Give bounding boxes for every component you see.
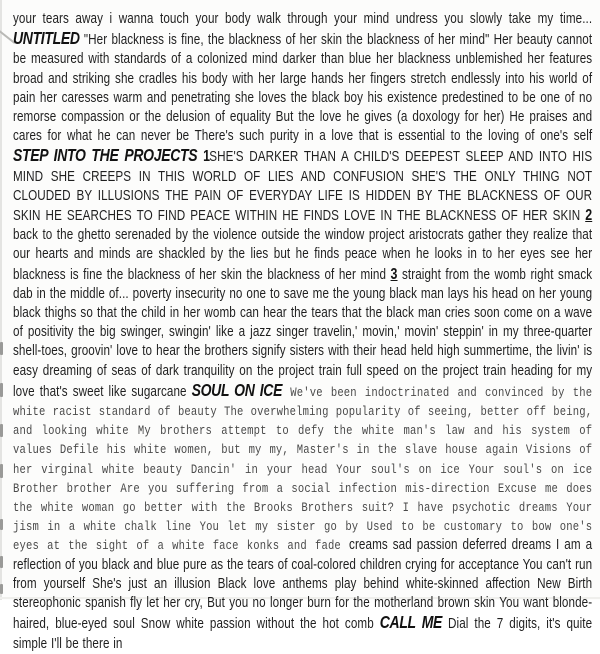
binding-mark bbox=[0, 556, 3, 568]
lyrics-projects-verse-3: straight from the womb right smack dab in the middle of... poverty insecurity no one to save me the young black man lays his head on her young black thighs so that the child in her womb can hear the tears that the black man cries soon come on a wave of positivity the big swinger, swingin' like a jazz singer travelin,' movin,' movin' steppin' in my three-quarter shell-toes, groovin' love to hear the brothers signify sisters with their head held high summertime, the livin' is easy dreaming of seas of dark tranquility on the project train full speed on the project train heading for my love that's sweet like sugarcane bbox=[13, 266, 593, 400]
lyrics-call-me-run: Dial the 7 digits, it's quite simple I'll be there in bbox=[13, 616, 593, 652]
lyrics-soul-on-ice-run: We've been indoctrinated and convinced by the white racist standard of beauty The overwhelming popularity of seeing, better off being, and looking white My brothers attempt to defy the white man's law and his system of values Defile his white women, but my my, Master's in the slave house again Visions of her virginal white beauty Dancin' in your head Your soul's on ice Your soul's on ice Brother brother Are you suffering from a social infection mis-direction Excuse me does the white woman go better with the Brooks Brothers suit? I have psychotic dreams Your jism in a white chalk line You let my sister go by Used to be customary to bow one's eyes at the sight of a white face konks and fade bbox=[13, 384, 593, 554]
verse-number-3: 3 bbox=[390, 265, 398, 283]
song-title-untitled: UNTITLED bbox=[13, 28, 80, 49]
lyrics-untitled-run: "Her blackness is fine, the blackness of her skin the blackness of her mind" Her beauty cannot be measured with standards of a colonized mind darker than blue her blackness unblemished her features broad and striking she cradles his body with her large hands her fingers stretch endlessly into his world of pain her caresses warm and penetrating she loves the black boy his existence predestined to be one of no remorse compassion or the delusion of equality But the love he gives (a doxology for her) He praises and cares for what he can never be There's such purity in a love that is essential to the loving of one's self bbox=[13, 32, 593, 145]
verse-number-1: 1 bbox=[203, 148, 210, 166]
binding-mark bbox=[0, 424, 3, 437]
page-edge-line bbox=[0, 0, 2, 600]
verse-number-2: 2 bbox=[585, 207, 593, 225]
binding-mark bbox=[0, 519, 3, 530]
liner-notes-body bbox=[13, 10, 592, 654]
liner-notes-text bbox=[13, 10, 592, 654]
lyrics-projects-verse-1: SHE'S DARKER THAN A CHILD'S DEEPEST SLEEP AND INTO HIS MIND SHE CREEPS IN THIS WORLD OF LIES AND CONFUSION SHE'S THE ONLY THING NOT CLOUDED BY ILLUSIONS THE PAIN OF EVERYDAY LIFE IS HIDDEN BY THE BLACKNESS OF OUR SKIN HE SEARCHES TO FIND PEACE WITHIN HE FINDS LOVE IN THE BLACKNESS OF HER SKIN bbox=[13, 149, 593, 225]
lyrics-intro-run: your tears away i wanna touch your body walk through your mind undress you slowly take my time... bbox=[13, 11, 593, 27]
binding-mark bbox=[0, 342, 3, 355]
binding-mark bbox=[0, 584, 3, 594]
lyrics-soul-on-ice-continued: creams sad passion deferred dreams I am a reflection of you black and blue pure as the tears of coal-colored children crying for acceptance You can't run from yourself She's just an illusion Black love anthems play behind white-skinned affection New Birth stereophonic spanish fly let her cry, But you no longer burn for the motherland brown skin You want blonde-haired, blue-eyed soul Snow white passion without the hot comb bbox=[13, 537, 593, 633]
binding-mark bbox=[0, 383, 3, 397]
song-title-call-me: CALL ME bbox=[379, 612, 443, 633]
lyrics-projects-verse-2: back to the ghetto serenaded by the violence outside the window project aristocrats gather they realize that our hearts and minds are shackled by the lies but he finds peace when he looks in to her eyes see her blackness is fine the blackness of her skin the blackness of her mind bbox=[13, 227, 593, 283]
binding-mark bbox=[0, 464, 3, 478]
song-title-step-into-the-projects: STEP INTO THE PROJECTS bbox=[13, 145, 204, 166]
song-title-soul-on-ice: SOUL ON ICE bbox=[191, 379, 283, 400]
